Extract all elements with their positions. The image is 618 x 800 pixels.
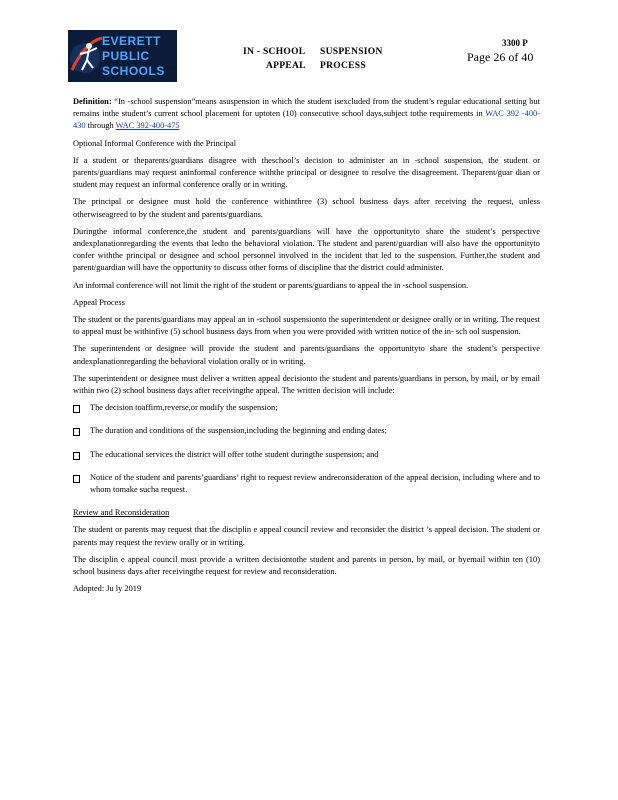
informal-heading: Optional Informal Conference with the Principal [73, 138, 237, 148]
appeal-paragraph: The superintendent or designee will provide the student and parents/guardians the opportunityto share the student’s perspective andexplanationregarding the behavioral violation orally or in writing. [73, 344, 540, 366]
definition-label: Definition: [73, 97, 112, 106]
definition-mid: through [85, 121, 116, 131]
definition-paragraph [73, 96, 540, 133]
wac-link-430[interactable]: WAC 392 -400-430 [73, 109, 541, 131]
appeal-paragraph: The superintendent or designee must deliver a written appeal decisionto the student and parents/guardians in person, by mail, or by email within two (2) school business days after receivingthe appeal. The written decision will include: [73, 373, 540, 396]
wac-link-475[interactable]: WAC 392-400-475 [115, 121, 180, 131]
title-left-line1: IN - SCHOOL [243, 47, 306, 57]
informal-paragraph: If a student or theparents/guardians disagree with theschool’s decision to administer an in -school suspension, the student or parents/guardians may request aninformal conference withthe principal or designee to resolve the disagreement. Theparent/guar dian or student may request an informal conference orally or in writing. [73, 155, 540, 190]
informal-paragraph: The principal or designee must hold the conference withinthree (3) school business days after receiving the request, unless otherwiseagreed to by the student and parents/guardians. [73, 197, 540, 219]
list-item [73, 425, 540, 437]
list-item-text: The duration and conditions of the suspension,including the beginning and ending dates; [90, 426, 387, 436]
policy-code: 3300 P [502, 38, 528, 48]
title-left-line2: APPEAL [266, 61, 306, 71]
bullet-box-icon [73, 428, 80, 436]
list-item [73, 449, 540, 461]
list-item-text: The educational services the district will offer tothe student duringthe suspension; and [90, 449, 379, 459]
list-item-text: Notice of the student and parents’guardians’ right to request review andreconsideration of the appeal decision, including where and to whom tomake sucha request. [90, 472, 540, 495]
district-logo [68, 30, 177, 82]
bullet-box-icon [73, 405, 80, 413]
informal-paragraph: Duringthe informal conference,the student and parents/guardians will have the opportunityto share the student’s perspective andexplanationregarding the events that ledto the behavioral violation. The student and parent/guardian will also have the opportunityto confer withthe principal or designee and school personnel involved in the incident that led to the suspension. Further,the student and parent/guardian will have the opportunity to discuss other forms of discipline that the district could administer. [73, 226, 540, 273]
review-heading: Review and Reconsideration [73, 508, 170, 518]
appeal-decision-list [73, 402, 540, 496]
informal-paragraph: An informal conference will not limit the right of the student or parents/guardians to appeal the in -school suspension. [73, 280, 469, 290]
definition-text: “In -school suspension”means asuspension in which the student isexcluded from the student’s regular educational setting but remains inthe student’s current school placement for uptoten (10) consecutive school days,subject tothe requirements in [73, 97, 540, 119]
bullet-box-icon [73, 452, 80, 460]
appeal-heading: Appeal Process [73, 297, 125, 307]
logo-text-line: SCHOOLS [102, 64, 165, 78]
list-item [73, 402, 540, 414]
list-item-text: The decision toaffirm,reverse,or modify the suspension; [90, 403, 278, 413]
document-body [73, 96, 540, 601]
adopted-date: Adopted: Ju ly 2019 [73, 584, 142, 594]
review-paragraph: The student or parents may request that the disciplin e appeal council review and reconsider the district ’s appeal decision. The student or parents may request the review orally or in writing. [73, 525, 540, 547]
logo-text-line: EVERETT [102, 34, 161, 48]
appeal-paragraph: The student or the parents/guardians may appeal an in -school suspensionto the superintendent or designee orally or in writing. The request to appeal must be withinfive (5) school business days from when you were provided with written notice of the in- sch ool suspension. [73, 315, 540, 337]
page-number: Page 26 of 40 [467, 50, 534, 64]
list-item [73, 472, 540, 496]
bullet-box-icon [73, 475, 80, 483]
title-right-line1: SUSPENSION [320, 47, 383, 57]
logo-text-line: PUBLIC [102, 49, 150, 63]
title-right-line2: PROCESS [320, 61, 366, 71]
review-paragraph: The disciplin e appeal council must provide a written decisiontothe student and parents in person, by mail, or byemail within ten (10) school business days after receivingthe request for review and reconsideration. [73, 554, 540, 577]
